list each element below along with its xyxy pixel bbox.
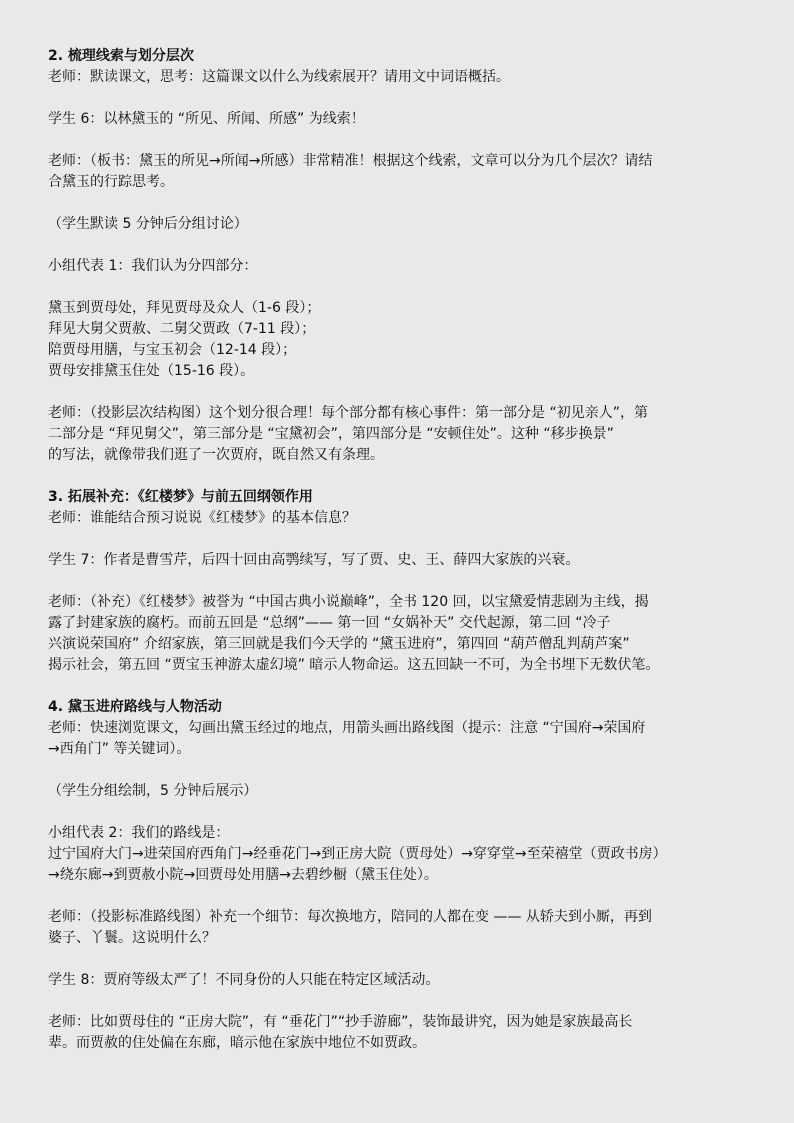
blank-line bbox=[48, 529, 774, 550]
text-line: 露了封建家族的腐朽。而前五回是 “总纲”—— 第一回 “女娲补天” 交代起源，第二回 “冷子 bbox=[48, 615, 611, 631]
text-line: （学生默读 5 分钟后分组讨论） bbox=[48, 216, 248, 232]
text-line: 小组代表 1：我们认为分四部分： bbox=[48, 258, 258, 274]
text-line: 老师：（投影层次结构图）这个划分很合理！每个部分都有核心事件：第一部分是 “初见亲人”，第 bbox=[48, 405, 648, 421]
text-line: 婆子、丫鬟。这说明什么？ bbox=[48, 930, 216, 946]
text-line: （学生分组绘制，5 分钟后展示） bbox=[48, 783, 258, 799]
text-line: 老师：（投影标准路线图）补充一个细节：每次换地方，陪同的人都在变 —— 从轿夫到小厮，再到 bbox=[48, 909, 652, 925]
text-line: 贾母安排黛玉住处（15-16 段）。 bbox=[48, 363, 255, 379]
text-line: 学生 7：作者是曹雪芹，后四十回由高鹗续写，写了贾、史、王、薛四大家族的兴衰。 bbox=[48, 552, 580, 568]
blank-line bbox=[48, 760, 774, 781]
text-line: 老师：快速浏览课文，勾画出黛玉经过的地点，用箭头画出路线图（提示：注意 “宁国府→荣国府 bbox=[48, 720, 646, 736]
text-line: 老师：默读课文，思考：这篇课文以什么为线索展开？请用文中词语概括。 bbox=[48, 69, 510, 85]
text-line: 老师：比如贾母住的 “正房大院”，有 “垂花门”“抄手游廊”，装饰最讲究，因为她是家族最高长 bbox=[48, 1014, 633, 1030]
section-gap bbox=[48, 466, 774, 487]
text-line: 陪贾母用膳，与宝玉初会（12-14 段）； bbox=[48, 342, 297, 358]
text-line: →绕东廊→到贾赦小院→回贾母处用膳→去碧纱橱（黛玉住处）。 bbox=[48, 867, 438, 883]
text-line: 揭示社会，第五回 “贾宝玉神游太虚幻境” 暗示人物命运。这五回缺一不可，为全书埋下无数伏笔。 bbox=[48, 657, 660, 673]
section-heading: 2. 梳理线索与划分层次 bbox=[48, 48, 194, 64]
blank-line bbox=[48, 571, 774, 592]
text-line: 老师：（板书：黛玉的所见→所闻→所感）非常精准！根据这个线索，文章可以分为几个层次？请结 bbox=[48, 153, 653, 169]
blank-line bbox=[48, 193, 774, 214]
blank-line bbox=[48, 88, 774, 109]
blank-line bbox=[48, 802, 774, 823]
text-line: 过宁国府大门→进荣国府西角门→经垂花门→到正房大院（贾母处）→穿穿堂→至荣禧堂（贾政书房） bbox=[48, 846, 667, 862]
text-line: 老师：（补充）《红楼梦》被誉为 “中国古典小说巅峰”，全书 120 回，以宝黛爱情悲剧为主线，揭 bbox=[48, 594, 649, 610]
section-heading: 4. 黛玉进府路线与人物活动 bbox=[48, 699, 222, 715]
blank-line bbox=[48, 235, 774, 256]
text-line: 黛玉到贾母处，拜见贾母及众人（1-6 段）； bbox=[48, 300, 321, 316]
text-line: 兴演说荣国府” 介绍家族，第三回就是我们今天学的 “黛玉进府”，第四回 “葫芦僧乱判葫芦案” bbox=[48, 636, 630, 652]
blank-line bbox=[48, 382, 774, 403]
blank-line bbox=[48, 949, 774, 970]
text-line: 的写法，就像带我们逛了一次贾府，既自然又有条理。 bbox=[48, 447, 384, 463]
blank-line bbox=[48, 277, 774, 298]
blank-line bbox=[48, 130, 774, 151]
section-heading: 3. 拓展补充：《红楼梦》与前五回纲领作用 bbox=[48, 489, 313, 505]
text-line: 老师：谁能结合预习说说《红楼梦》的基本信息？ bbox=[48, 510, 356, 526]
text-line: 二部分是 “拜见舅父”，第三部分是 “宝黛初会”，第四部分是 “安顿住处”。这种 “移步换景” bbox=[48, 426, 614, 442]
blank-line bbox=[48, 991, 774, 1012]
document-body bbox=[48, 46, 774, 1054]
text-line: 小组代表 2：我们的路线是： bbox=[48, 825, 230, 841]
section-gap bbox=[48, 676, 774, 697]
text-line: →西角门” 等关键词）。 bbox=[48, 741, 191, 757]
text-line: 合黛玉的行踪思考。 bbox=[48, 174, 174, 190]
text-line: 辈。而贾赦的住处偏在东廊，暗示他在家族中地位不如贾政。 bbox=[48, 1035, 426, 1051]
blank-line bbox=[48, 886, 774, 907]
text-line: 学生 6：以林黛玉的 “所见、所闻、所感” 为线索！ bbox=[48, 111, 365, 127]
text-line: 学生 8：贾府等级太严了！不同身份的人只能在特定区域活动。 bbox=[48, 972, 440, 988]
text-line: 拜见大舅父贾赦、二舅父贾政（7-11 段）； bbox=[48, 321, 316, 337]
